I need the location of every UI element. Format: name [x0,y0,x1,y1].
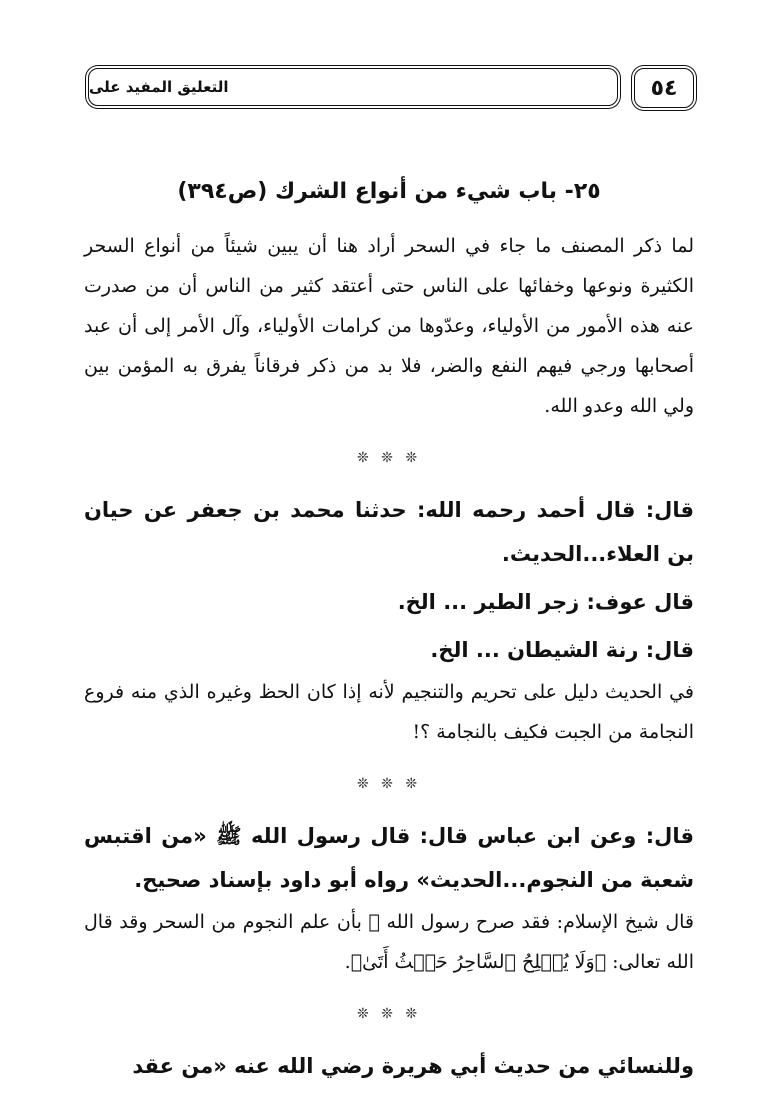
separator-stars: ❊ ❊ ❊ [356,1006,422,1022]
quote-awf: قال عوف: زجر الطير ... الخ. [397,590,694,614]
intro-paragraph: لما ذكر المصنف ما جاء في السحر أراد هنا أن يبين شيئاً من أنواع السحر الكثيرة ونوعها وخفائها على الناس حتى أعتقد كثير من الناس أن من صدرت عنه هذه الأمور من الأولياء، وعدّوها من كرامات الأولياء، وآل الأمر إلى أن عبد أصحابها ورجي فيهم النفع والضر، فلا بد من ذكر فرقاناً يفرق به المؤمن بين ولي الله وعدو الله. [84,235,694,417]
page-body [84,172,694,1088]
comment-shaykh: قال شيخ الإسلام: فقد صرح رسول الله ﷺ بأن علم النجوم من السحر وقد قال الله تعالى: ﴿وَلَا يُفۡلِحُ ٱلسَّاحِرُ حَيۡثُ أَتَىٰ﴾. [84,911,694,973]
quote-ranna: قال: رنة الشيطان ... الخ. [430,638,694,662]
separator-stars: ❊ ❊ ❊ [356,450,422,466]
quote-nasai: وللنسائي من حديث أبي هريرة رضي الله عنه «من عقد [132,1054,694,1078]
separator-stars: ❊ ❊ ❊ [356,776,422,792]
comment-hadith: في الحديث دليل على تحريم والتنجيم لأنه إذا كان الحظ وغيره الذي منه فروع النجامة من الجبت فكيف بالنجامة ؟! [84,681,694,743]
quote-ibn-abbas: قال: وعن ابن عباس قال: قال رسول الله ﷺ «من اقتبس شعبة من النجوم...الحديث» رواه أبو داود بإسناد صحيح. [84,824,694,892]
running-header [88,68,694,110]
page-number-box [634,68,694,108]
quote-ahmad: قال: قال أحمد رحمه الله: حدثنا محمد بن جعفر عن حيان بن العلاء...الحديث. [84,498,694,566]
running-title: التعليق المفيد على [89,78,229,96]
section-title: ٢٥- باب شيء من أنواع الشرك (ص٣٩٤) [177,179,601,204]
page-number: ٥٤ [650,75,678,101]
running-title-box [88,68,618,106]
